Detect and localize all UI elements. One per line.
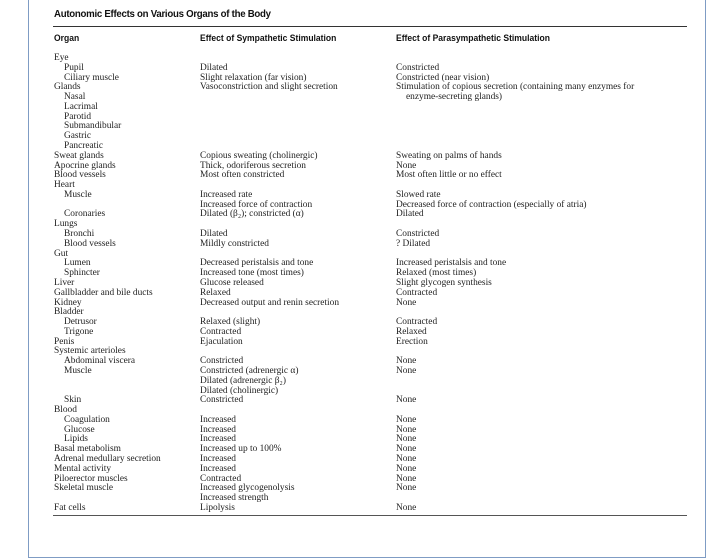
parasympathetic-cell: Constricted — [396, 229, 440, 240]
organ-cell: Blood — [54, 405, 77, 416]
sympathetic-cell: Increased strength — [200, 493, 269, 504]
sympathetic-cell: Increased — [200, 424, 236, 435]
organ-cell: Heart — [54, 180, 75, 191]
parasympathetic-cell: None — [396, 356, 417, 367]
table-row — [0, 298, 720, 308]
organ-cell: Lacrimal — [64, 101, 98, 112]
sympathetic-cell: Contracted — [200, 473, 242, 484]
table-row — [0, 503, 720, 513]
table-row — [0, 92, 720, 102]
sympathetic-cell: Vasoconstriction and slight secretion — [200, 82, 338, 93]
sympathetic-cell: Decreased output and renin secretion — [200, 297, 340, 308]
sympathetic-cell: Increased up to 100% — [200, 444, 282, 455]
parasympathetic-cell: Dilated — [396, 209, 424, 220]
organ-cell: Gallbladder and bile ducts — [54, 287, 153, 298]
parasympathetic-cell: Contracted — [396, 287, 438, 298]
table-row — [0, 239, 720, 249]
header-organ: Organ — [54, 33, 80, 44]
parasympathetic-cell: Slowed rate — [396, 189, 441, 200]
table-row — [0, 180, 720, 190]
table-row — [0, 474, 720, 484]
sympathetic-cell: Constricted — [200, 356, 244, 367]
parasympathetic-cell: None — [396, 463, 417, 474]
parasympathetic-cell: Contracted — [396, 317, 438, 328]
parasympathetic-cell: None — [396, 473, 417, 484]
organ-cell: Eye — [54, 53, 69, 63]
table-row — [0, 346, 720, 356]
organ-cell: Pupil — [64, 62, 84, 73]
parasympathetic-cell: None — [396, 444, 417, 455]
sympathetic-cell: Relaxed (slight) — [200, 317, 261, 328]
table-row — [0, 131, 720, 141]
organ-cell: Lumen — [64, 258, 91, 269]
table-row — [0, 82, 720, 92]
sympathetic-cell: Increased rate — [200, 189, 253, 200]
table-row — [0, 454, 720, 464]
table-row — [0, 278, 720, 288]
table-row — [0, 464, 720, 474]
organ-cell: Mental activity — [54, 463, 112, 474]
organ-cell: Bladder — [54, 307, 84, 318]
parasympathetic-cell: Relaxed — [396, 326, 427, 337]
organ-cell: Fat cells — [54, 502, 86, 513]
table-row — [0, 415, 720, 425]
organ-cell: Lipids — [64, 434, 88, 445]
header-parasympathetic: Effect of Parasympathetic Stimulation — [396, 33, 550, 44]
sympathetic-cell: Dilated (adrenergic β₂) — [200, 375, 286, 386]
table-row — [0, 200, 720, 210]
table-row — [0, 151, 720, 161]
table-row — [0, 102, 720, 112]
sympathetic-cell: Copious sweating (cholinergic) — [200, 150, 318, 161]
sympathetic-cell: Decreased peristalsis and tone — [200, 258, 314, 269]
parasympathetic-cell: None — [396, 453, 417, 464]
parasympathetic-cell: None — [396, 483, 417, 494]
table-row — [0, 190, 720, 200]
parasympathetic-cell: None — [396, 297, 417, 308]
table-row — [0, 53, 720, 63]
parasympathetic-cell: Most often little or no effect — [396, 170, 502, 181]
parasympathetic-cell: None — [396, 424, 417, 435]
organ-cell: Trigone — [64, 326, 94, 337]
sympathetic-cell: Dilated (cholinergic) — [200, 385, 279, 396]
sympathetic-cell: Mildly constricted — [200, 238, 269, 249]
table-row — [0, 170, 720, 180]
parasympathetic-cell: ? Dilated — [396, 238, 431, 249]
parasympathetic-cell: None — [396, 160, 417, 171]
table-row — [0, 493, 720, 503]
organ-cell: Blood vessels — [64, 238, 116, 249]
organ-cell: Gut — [54, 248, 69, 259]
table-row — [0, 161, 720, 171]
table-row — [0, 141, 720, 151]
table-row — [0, 63, 720, 73]
table-row — [0, 376, 720, 386]
table-row — [0, 434, 720, 444]
table-row — [0, 268, 720, 278]
organ-cell: Ciliary muscle — [64, 72, 119, 83]
table-row — [0, 288, 720, 298]
header-sympathetic: Effect of Sympathetic Stimulation — [200, 33, 337, 44]
sympathetic-cell: Slight relaxation (far vision) — [200, 72, 307, 83]
table-row — [0, 327, 720, 337]
table-row — [0, 209, 720, 219]
table-row — [0, 386, 720, 396]
table-row — [0, 121, 720, 131]
table-row — [0, 317, 720, 327]
sympathetic-cell: Constricted — [200, 395, 244, 406]
sympathetic-cell: Contracted — [200, 326, 242, 337]
sympathetic-cell: Dilated — [200, 62, 228, 73]
organ-cell: Parotid — [64, 111, 92, 122]
organ-cell: Submandibular — [64, 121, 122, 132]
top-rule — [53, 26, 687, 27]
organ-cell: Basal metabolism — [54, 444, 121, 455]
sympathetic-cell: Increased tone (most times) — [200, 268, 304, 279]
parasympathetic-cell: enzyme-secreting glands) — [406, 92, 503, 103]
organ-cell: Kidney — [54, 297, 82, 308]
parasympathetic-cell: None — [396, 395, 417, 406]
organ-cell: Coronaries — [64, 209, 106, 220]
organ-cell: Glucose — [64, 424, 95, 435]
parasympathetic-cell: Constricted (near vision) — [396, 72, 490, 83]
table-row — [0, 337, 720, 347]
parasympathetic-cell: None — [396, 365, 417, 376]
sympathetic-cell: Increased — [200, 453, 236, 464]
organ-cell: Sphincter — [64, 268, 100, 279]
organ-cell: Blood vessels — [54, 170, 106, 181]
organ-cell: Pancreatic — [64, 141, 104, 152]
table-row — [0, 219, 720, 229]
table-row — [0, 258, 720, 268]
parasympathetic-cell: None — [396, 414, 417, 425]
table-row — [0, 405, 720, 415]
organ-cell: Bronchi — [64, 229, 95, 240]
table-row — [0, 356, 720, 366]
organ-cell: Detrusor — [64, 317, 97, 328]
table-row — [0, 444, 720, 454]
parasympathetic-cell: Constricted — [396, 62, 440, 73]
parasympathetic-cell: Relaxed (most times) — [396, 268, 477, 279]
sympathetic-cell: Increased force of contraction — [200, 199, 313, 210]
table-row — [0, 425, 720, 435]
table-row — [0, 307, 720, 317]
organ-cell: Skin — [64, 395, 82, 406]
table-row — [0, 112, 720, 122]
table-row — [0, 395, 720, 405]
parasympathetic-cell: None — [396, 502, 417, 513]
organ-cell: Muscle — [64, 189, 92, 200]
organ-cell: Liver — [54, 277, 75, 288]
parasympathetic-cell: Erection — [396, 336, 428, 347]
table-row — [0, 366, 720, 376]
organ-cell: Penis — [54, 336, 75, 347]
sympathetic-cell: Increased glycogenolysis — [200, 483, 295, 494]
bottom-rule — [53, 515, 687, 516]
sympathetic-cell: Dilated — [200, 229, 228, 240]
organ-cell: Skeletal muscle — [54, 483, 114, 494]
sympathetic-cell: Relaxed — [200, 287, 231, 298]
sympathetic-cell: Ejaculation — [200, 336, 243, 347]
parasympathetic-cell: Slight glycogen synthesis — [396, 277, 492, 288]
table-row — [0, 229, 720, 239]
parasympathetic-cell: Increased peristalsis and tone — [396, 258, 507, 269]
organ-cell: Glands — [54, 82, 81, 93]
organ-cell: Muscle — [64, 365, 92, 376]
organ-cell: Abdominal viscera — [64, 356, 136, 367]
table-row — [0, 483, 720, 493]
parasympathetic-cell: Decreased force of contraction (especially of atria) — [396, 199, 587, 210]
sympathetic-cell: Thick, odoriferous secretion — [200, 160, 306, 171]
sympathetic-cell: Most often constricted — [200, 170, 285, 181]
organ-cell: Piloerector muscles — [54, 473, 128, 484]
organ-cell: Systemic arterioles — [54, 346, 126, 357]
organ-cell: Coagulation — [64, 414, 110, 425]
organ-cell: Adrenal medullary secretion — [54, 453, 161, 464]
sympathetic-cell: Dilated (β₂); constricted (α) — [200, 209, 304, 220]
sympathetic-cell: Glucose released — [200, 277, 264, 288]
table-title: Autonomic Effects on Various Organs of the Body — [54, 8, 271, 20]
sympathetic-cell: Lipolysis — [200, 502, 235, 513]
organ-cell: Apocrine glands — [54, 160, 116, 171]
organ-cell: Lungs — [54, 219, 78, 230]
parasympathetic-cell: Stimulation of copious secretion (containing many enzymes for — [396, 82, 635, 93]
organ-cell: Gastric — [64, 131, 92, 142]
sympathetic-cell: Increased — [200, 434, 236, 445]
sympathetic-cell: Increased — [200, 414, 236, 425]
parasympathetic-cell: None — [396, 434, 417, 445]
table-row — [0, 249, 720, 259]
sympathetic-cell: Constricted (adrenergic α) — [200, 365, 299, 376]
organ-cell: Sweat glands — [54, 150, 104, 161]
sympathetic-cell: Increased — [200, 463, 236, 474]
parasympathetic-cell: Sweating on palms of hands — [396, 150, 502, 161]
organ-cell: Nasal — [64, 92, 86, 103]
